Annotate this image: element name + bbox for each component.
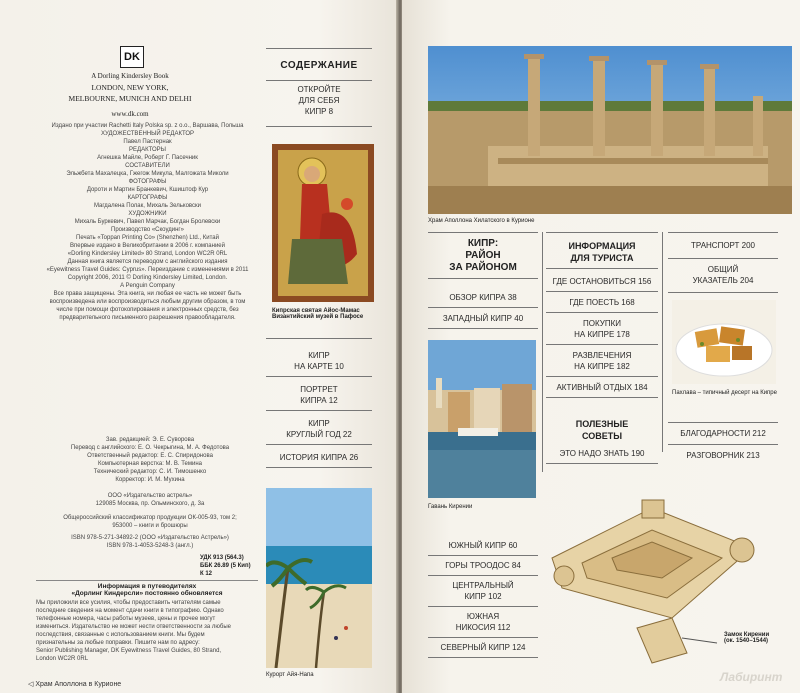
credit-line: Производство «Скоудинг» — [111, 227, 184, 233]
credit-line: ФОТОГРАФЫ — [128, 179, 167, 185]
info-heading — [546, 240, 658, 264]
credit-line: Магдалена Полак, Михаль Зельковски — [93, 203, 202, 209]
credit-line: РЕДАКТОРЫ — [129, 147, 166, 153]
beach-photo-art — [266, 488, 372, 668]
notice-line: London WC2R 0RL — [36, 656, 89, 662]
notice-line: Senior Publishing Manager, DK Eyewitness Travel Guides, 80 Strand, — [36, 648, 222, 654]
credit-line: Издано при участии Rachetti Italy Polska sp. z o.o., Варшава, Польша — [51, 123, 244, 129]
region-more-item[interactable] — [428, 560, 538, 571]
info-top-rule — [546, 232, 658, 233]
region-more-item-rule — [428, 575, 538, 576]
credit-line: СОСТАВИТЕЛИ — [125, 163, 170, 169]
right-page — [402, 0, 800, 693]
credit-line: «Dorling Kindersley Limited» 80 Strand, London WC2R 0RL — [67, 251, 228, 257]
imprint-line: ООО «Издательство астрель» — [107, 493, 193, 499]
triangle-icon: ◁ — [28, 681, 36, 688]
imprint-block — [55, 492, 245, 508]
info-item-line: ГДЕ ОСТАНОВИТЬСЯ 156 — [552, 277, 652, 286]
region-more-item-rule — [428, 555, 538, 556]
regions-heading-line: ЗА РАЙОНОМ — [449, 262, 517, 273]
notice-line: Мы приложили все усилия, чтобы предоставить читателям самые — [36, 600, 221, 606]
castle-caption-line: Замок Кирении — [724, 632, 770, 638]
udk-line: УДК 913 (564.3) — [200, 555, 244, 561]
pastry-photo — [672, 300, 776, 384]
dk-logo-text: DK — [124, 51, 140, 63]
useful-heading-line: ПОЛЕЗНЫЕ — [575, 419, 629, 429]
info-item-line: ПОКУПКИ — [583, 319, 621, 328]
toc-heading: СОДЕРЖАНИЕ — [280, 60, 358, 71]
region-more-item[interactable] — [428, 580, 538, 602]
staff-line: Компьютерная верстка: М. В. Темина — [97, 461, 203, 467]
toc-item[interactable] — [266, 418, 372, 440]
toc-item-line: ИСТОРИЯ КИПРА 26 — [279, 453, 359, 462]
region-more-item-line: СЕВЕРНЫЙ КИПР 124 — [440, 643, 526, 652]
temple-photo-art — [428, 46, 792, 214]
useful-item-rule — [546, 463, 658, 464]
toc-item-line: КРУГЛЫЙ ГОД 22 — [286, 430, 352, 439]
info-item-line: НА КИПРЕ 178 — [574, 330, 630, 339]
notice-line: признательны за любые поправки. Пишите нам по адресу: — [36, 640, 200, 646]
index-item[interactable] — [668, 264, 778, 286]
toc-intro-line: ДЛЯ СЕБЯ — [298, 96, 340, 105]
credit-line: Агнешка Майле, Роберт Г. Пасечник — [97, 155, 198, 161]
update-notice — [36, 580, 258, 677]
region-more-item-line: ЦЕНТРАЛЬНЫЙ — [452, 581, 514, 590]
useful-item[interactable] — [546, 448, 658, 459]
icon-painting-art — [272, 144, 374, 302]
region-more-item-rule — [428, 606, 538, 607]
info-item-line: АКТИВНЫЙ ОТДЫХ 184 — [556, 383, 648, 392]
toc-item[interactable] — [266, 384, 372, 406]
col-divider-1 — [542, 232, 543, 472]
col-divider-2 — [662, 232, 663, 452]
credit-line: «Eyewitness Travel Guides: Cyprus». Переиздание с изменениями в 2011 — [46, 267, 249, 273]
col3-top-rule — [668, 232, 778, 233]
castle-caption — [724, 632, 794, 644]
icon-caption — [272, 308, 376, 320]
region-item[interactable] — [428, 292, 538, 303]
toc-item-rule — [266, 467, 372, 468]
region-item[interactable] — [428, 313, 538, 324]
info-heading-line: ИНФОРМАЦИЯ — [568, 241, 636, 251]
isbn-line: ISBN 978-1-4053-5248-3 (англ.) — [106, 543, 194, 549]
toc-intro-line: КИПР 8 — [304, 107, 334, 116]
icon-caption-line: Кипрская святая Айос-Мамас — [272, 308, 360, 314]
toc-item-line: КИПР — [308, 419, 330, 428]
notice-title-1: Информация в путеводителях — [97, 583, 197, 590]
credit-line: Павел Пастернак — [123, 139, 172, 145]
info-item[interactable] — [546, 350, 658, 372]
credits-block — [40, 122, 255, 322]
icon-caption-line: Византийский музей в Пафосе — [272, 314, 364, 320]
region-more-item-line: ЮЖНЫЙ КИПР 60 — [448, 541, 518, 550]
temple-photo — [428, 46, 792, 214]
regions-heading-line: РАЙОН — [465, 250, 501, 261]
info-heading-rule — [546, 268, 658, 269]
staff-line: Корректор: И. М. Мухина — [115, 477, 185, 483]
credit-line: КАРТОГРАФЫ — [127, 195, 168, 201]
staff-line: Перевод с английского: Е. О. Чекрыгина, М. А. Федотова — [70, 445, 230, 451]
regions-heading-rule — [428, 278, 538, 279]
cities-line-2: MELBOURNE, MUNICH AND DELHI — [68, 94, 192, 103]
region-more-item-rule — [428, 637, 538, 638]
toc-heading-rule — [266, 80, 372, 81]
credit-line: Печать «Toppan Printing Co» (Shenzhen) Ltd., Китай — [76, 235, 219, 241]
udk-line: ББК 26.89 (5 Кип) — [200, 563, 251, 569]
toc-item-rule — [266, 444, 372, 445]
notice-line: измениться. Издательство не может нести ответственности за любые — [36, 624, 232, 630]
staff-line: Ответственный редактор: Е. С. Спиридонова — [87, 453, 213, 459]
credit-line: Данная книга является переводом с английского издания — [67, 259, 228, 265]
region-more-item-line: ГОРЫ ТРООДОС 84 — [445, 561, 521, 570]
watermark-text: Лабиринт — [720, 670, 783, 684]
pastry-photo-art — [672, 300, 776, 384]
udk-block — [200, 554, 260, 578]
info-item[interactable] — [546, 318, 658, 340]
credit-line: Все права защищены. Эта книга, ни любая ее часть не может быть — [53, 291, 242, 297]
col3-rule-3 — [668, 422, 778, 423]
temple-caption: Храм Аполлона Хилатского в Курионе — [428, 218, 535, 224]
regions-top-rule — [428, 232, 538, 233]
castle-caption-line: (ок. 1540–1544) — [724, 638, 769, 644]
index-line: ОБЩИЙ — [707, 265, 739, 274]
region-more-item-line: ЮЖНАЯ — [466, 612, 500, 621]
credit-line: Впервые издано в Великобритании в 2006 г. компанией — [69, 243, 225, 249]
transport-item[interactable]: ТРАНСПОРТ 200 — [691, 241, 755, 250]
dk-logo — [120, 46, 144, 68]
notice-line: последствия, связанные с использованием книги. Мы будем — [36, 632, 205, 638]
info-item[interactable] — [546, 382, 658, 393]
credit-line: ХУДОЖНИКИ — [128, 211, 167, 217]
footer-text: Храм Аполлона в Курионе — [35, 681, 122, 688]
info-item-rule — [546, 376, 658, 377]
certificate-line: Общероссийский классификатор продукции ОК-005-93, том 2; — [63, 515, 237, 521]
toc-item-rule — [266, 376, 372, 377]
credit-line: Дороти и Мартин Бранкевич, Кшиштоф Кур — [86, 187, 209, 193]
info-item[interactable] — [546, 297, 658, 308]
credit-line: воспроизведена или воспроизводиться любым другим образом, в том — [49, 299, 246, 305]
website: www.dk.com — [111, 110, 149, 118]
info-item-line: ГДЕ ПОЕСТЬ 168 — [569, 298, 635, 307]
region-item-line: ОБЗОР КИПРА 38 — [449, 293, 517, 302]
thanks-item[interactable]: БЛАГОДАРНОСТИ 212 — [680, 429, 766, 438]
beach-photo — [266, 488, 372, 668]
certificate-line: 953000 – книги и брошюры — [112, 523, 188, 529]
harbor-photo-art — [428, 340, 536, 498]
info-item-rule — [546, 291, 658, 292]
info-item[interactable] — [546, 276, 658, 287]
region-item-line: ЗАПАДНЫЙ КИПР 40 — [442, 314, 524, 323]
cities-line-1: LONDON, NEW YORK, — [91, 83, 169, 92]
credit-line: Эльжбета Махалецка, Гжегож Микула, Малгожата Миколи — [66, 171, 229, 177]
toc-intro-line: ОТКРОЙТЕ — [297, 85, 341, 94]
credit-line: ХУДОЖЕСТВЕННЫЙ РЕДАКТОР — [100, 131, 195, 137]
region-item-rule — [428, 328, 538, 329]
staff-line: Зав. редакцией: Э. Е. Суворова — [105, 437, 195, 443]
notice-body — [36, 599, 258, 663]
staff-block — [55, 436, 245, 484]
useful-heading-line: СОВЕТЫ — [581, 431, 623, 441]
toc-item-line: ПОРТРЕТ — [300, 385, 338, 394]
region-more-item-rule — [428, 657, 538, 658]
info-item-rule — [546, 344, 658, 345]
watermark — [720, 670, 782, 684]
toc-top-rule — [266, 48, 372, 49]
info-item-line: НА КИПРЕ 182 — [574, 362, 630, 371]
toc-item[interactable] — [266, 452, 372, 463]
col3-rule-2 — [668, 292, 778, 293]
toc-item-line: КИПРА 12 — [300, 396, 338, 405]
useful-item-line: ЭТО НАДО ЗНАТЬ 190 — [559, 449, 645, 458]
regions-heading-line: КИПР: — [467, 238, 499, 249]
harbor-caption: Гавань Кирении — [428, 504, 473, 510]
region-more-item[interactable] — [428, 642, 538, 653]
left-page — [0, 0, 398, 693]
toc-item[interactable] — [266, 350, 372, 372]
region-more-item[interactable] — [428, 540, 538, 551]
notice-line: телефонные номера, часы работы музеев, цены и прочее могут — [36, 616, 216, 622]
info-item-rule — [546, 397, 658, 398]
staff-line: Технический редактор: С. И. Тимошенко — [93, 469, 207, 475]
region-more-item[interactable] — [428, 611, 538, 633]
col3-rule-1 — [668, 258, 778, 259]
phrasebook-item[interactable]: РАЗГОВОРНИК 213 — [686, 451, 760, 460]
toc-rule-1 — [266, 126, 372, 127]
harbor-photo — [428, 340, 536, 498]
region-more-item-line: КИПР 102 — [464, 592, 502, 601]
certificate-block — [55, 514, 245, 530]
footer-caption — [28, 680, 121, 688]
toc-item-rule — [266, 410, 372, 411]
notice-title-2: «Дорлинг Киндерсли» постоянно обновляется — [71, 590, 223, 597]
udk-line: К 12 — [200, 571, 213, 577]
credit-line: Михаль Буркевич, Павел Марчак, Богдан Бролевски — [74, 219, 221, 225]
index-line: УКАЗАТЕЛЬ 204 — [692, 276, 754, 285]
info-heading-line: ДЛЯ ТУРИСТА — [570, 253, 634, 263]
imprint-line: 129085 Москва, пр. Ольминского, д. 3а — [95, 501, 205, 507]
notice-line: последние сведения на момент сдачи книги в типографию. Однако — [36, 608, 224, 614]
credit-line: Copyright 2006, 2011 © Dorling Kindersley Limited, London. — [67, 275, 228, 281]
isbn-line: ISBN 978-5-271-34892-2 (ООО «Издательство Астрель») — [71, 535, 229, 541]
publisher-line: A Dorling Kindersley Book — [91, 72, 169, 80]
toc-intro — [266, 84, 372, 117]
region-item-rule — [428, 307, 538, 308]
region-more-item-line: НИКОСИЯ 112 — [455, 623, 511, 632]
info-item-line: РАЗВЛЕЧЕНИЯ — [572, 351, 632, 360]
toc-rule-2 — [266, 338, 372, 339]
col3-rule-4 — [668, 444, 778, 445]
credit-line: предварительного письменного разрешения правообладателя. — [59, 315, 236, 321]
toc-item-line: НА КАРТЕ 10 — [294, 362, 344, 371]
credit-line: A Penguin Company — [120, 283, 175, 289]
isbn-block — [55, 534, 245, 550]
beach-caption: Курорт Айя-Напа — [266, 672, 314, 678]
useful-heading — [546, 418, 658, 442]
pastry-caption: Пахлава – типичный десерт на Кипре — [672, 390, 777, 396]
info-item-rule — [546, 312, 658, 313]
regions-heading — [428, 238, 538, 274]
icon-painting — [272, 144, 374, 302]
credit-line: числе при помощи фотокопирования и электронных средств, без — [56, 307, 239, 313]
toc-item-line: КИПР — [308, 351, 330, 360]
